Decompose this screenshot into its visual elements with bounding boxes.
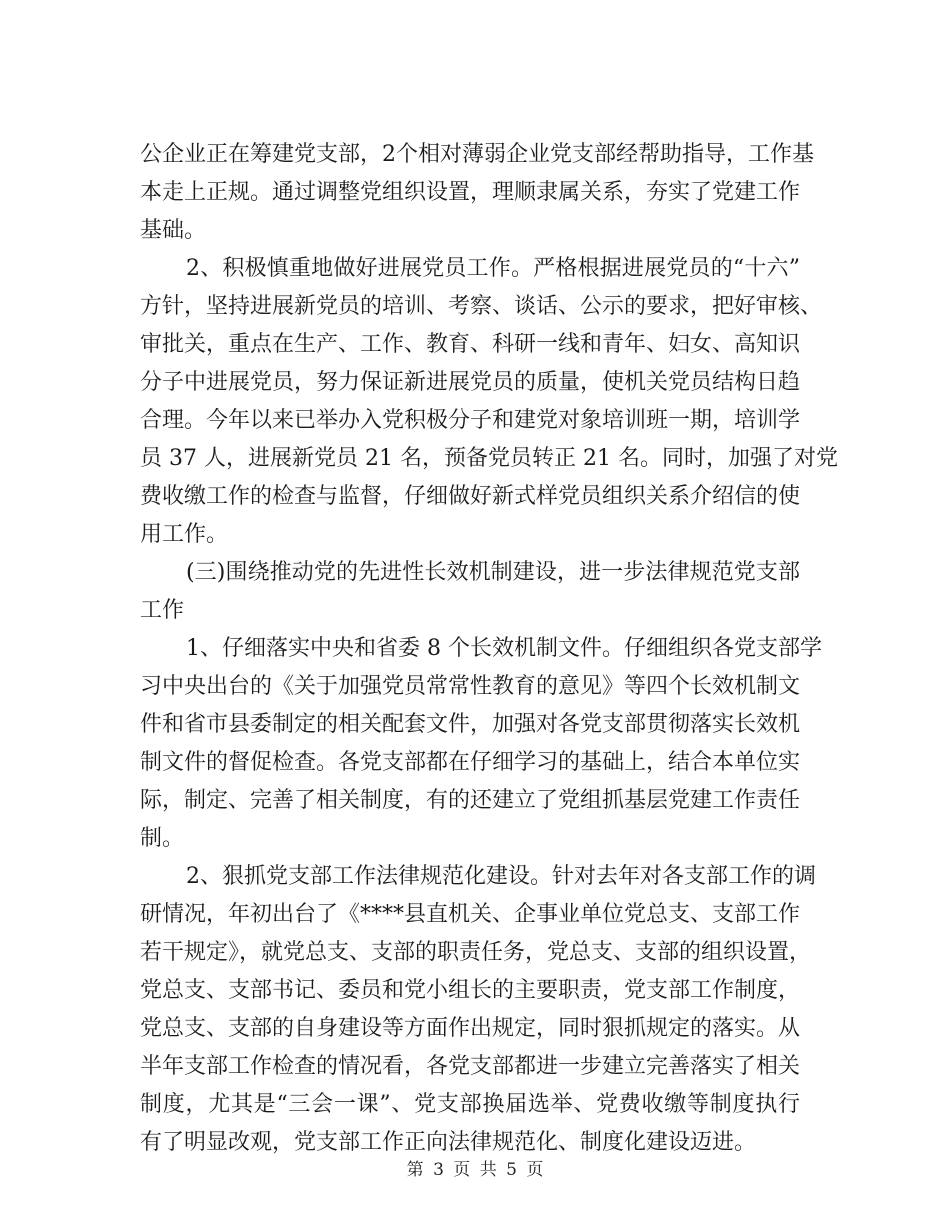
body-line: 研情况，年初出台了《****县直机关、企事业单位党总支、支部工作 bbox=[140, 902, 801, 927]
body-line: 半年支部工作检查的情况看，各党支部都进一步建立完善落实了相关 bbox=[140, 1054, 801, 1079]
body-line: 合理。今年以来已举办入党积极分子和建党对象培训班一期，培训学 bbox=[140, 408, 801, 433]
body-line: 费收缴工作的检查与监督，仔细做好新式样党员组织关系介绍信的使 bbox=[140, 484, 801, 509]
body-line: 方针，坚持进展新党员的培训、考察、谈话、公示的要求，把好审核、 bbox=[140, 294, 823, 319]
body-line: 制度，尤其是“三会一课”、党支部换届选举、党费收缴等制度执行 bbox=[140, 1092, 800, 1117]
section-heading-line: (三)围绕推动党的先进性长效机制建设，进一步法律规范党支部 bbox=[186, 560, 800, 585]
body-line: 际，制定、完善了相关制度，有的还建立了党组抓基层党建工作责任 bbox=[140, 788, 801, 813]
page-number-footer: 第 3 页 共 5 页 bbox=[406, 1160, 544, 1180]
paragraph-first-line: 2、积极慎重地做好进展党员工作。严格根据进展党员的“十六” bbox=[186, 256, 800, 281]
body-line: 党总支、支部书记、委员和党小组长的主要职责，党支部工作制度， bbox=[140, 978, 801, 1003]
section-heading-line: 工作 bbox=[140, 598, 185, 623]
body-line: 有了明显改观，党支部工作正向法律规范化、制度化建设迈进。 bbox=[140, 1130, 757, 1155]
body-line: 审批关，重点在生产、工作、教育、科研一线和青年、妇女、高知识 bbox=[140, 332, 801, 357]
body-line: 分子中进展党员，努力保证新进展党员的质量，使机关党员结构日趋 bbox=[140, 370, 801, 395]
body-line: 用工作。 bbox=[140, 522, 229, 547]
paragraph-first-line: 1、仔细落实中央和省委 8 个长效机制文件。仔细组织各党支部学 bbox=[186, 636, 822, 661]
body-line: 员 37 人，进展新党员 21 名，预备党员转正 21 名。同时，加强了对党 bbox=[140, 446, 838, 471]
body-line: 本走上正规。通过调整党组织设置，理顺隶属关系，夯实了党建工作 bbox=[140, 180, 801, 205]
paragraph-first-line: 2、狠抓党支部工作法律规范化建设。针对去年对各支部工作的调 bbox=[186, 864, 816, 889]
body-line: 基础。 bbox=[140, 218, 207, 243]
body-line: 件和省市县委制定的相关配套文件，加强对各党支部贯彻落实长效机 bbox=[140, 712, 801, 737]
body-line: 党总支、支部的自身建设等方面作出规定，同时狠抓规定的落实。从 bbox=[140, 1016, 801, 1041]
body-line: 制文件的督促检查。各党支部都在仔细学习的基础上，结合本单位实 bbox=[140, 750, 801, 775]
body-line: 制。 bbox=[140, 826, 185, 851]
body-line: 若干规定》，就党总支、支部的职责任务，党总支、支部的组织设置， bbox=[140, 940, 812, 965]
body-line: 习中央出台的《关于加强党员常常性教育的意见》等四个长效机制文 bbox=[140, 674, 801, 699]
body-line: 公企业正在筹建党支部，2个相对薄弱企业党支部经帮助指导，工作基 bbox=[140, 142, 814, 167]
